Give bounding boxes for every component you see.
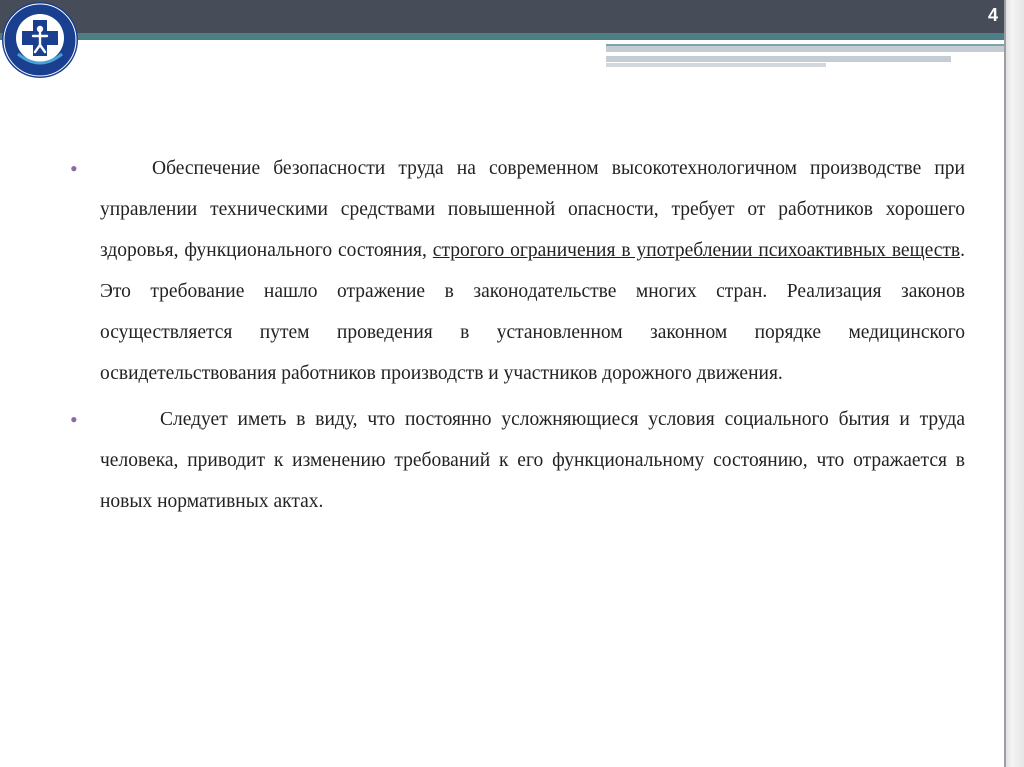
decor-stripe-3 [606,63,826,67]
header-bar [0,0,1004,33]
paragraph-2-text: Следует иметь в виду, что постоянно усложняющиеся условия социального бытия и труда человека, приводит к изменению требований к его функциональному состоянию, что отражается в новых нормативных актах. [100,409,965,512]
decor-stripe-2 [606,56,951,62]
paragraph-2 [100,399,965,522]
bullet-icon: • [70,407,78,432]
paragraph-1-underlined: строгого ограничения в употреблении психоактивных веществ [432,240,961,261]
slide-edge-shadow [1004,0,1024,767]
paragraph-1-text: Обеспечение безопасности труда на современном высокотехнологичном производстве при управлении техническими средствами повышенной опасности, требует от работников хорошего здоровья, функционального состояния, [100,158,965,261]
paragraph-1-text-end: . Это требование нашло отражение в законодательстве многих стран. Реализация законов осуществляется путем проведения в установленном законном порядке медицинского освидетельствования работников производств и участников дорожного движения. [100,240,965,384]
accent-stripe [0,33,1004,40]
paragraph-1 [100,148,965,394]
slide-body [70,148,965,522]
organization-logo [0,0,80,80]
bullet-icon: • [70,156,78,181]
slide-number: 4 [987,5,998,25]
slide-edge [1004,0,1006,767]
bullet-item [70,148,965,394]
bullet-item [70,399,965,522]
decor-stripe-line [606,44,1004,46]
